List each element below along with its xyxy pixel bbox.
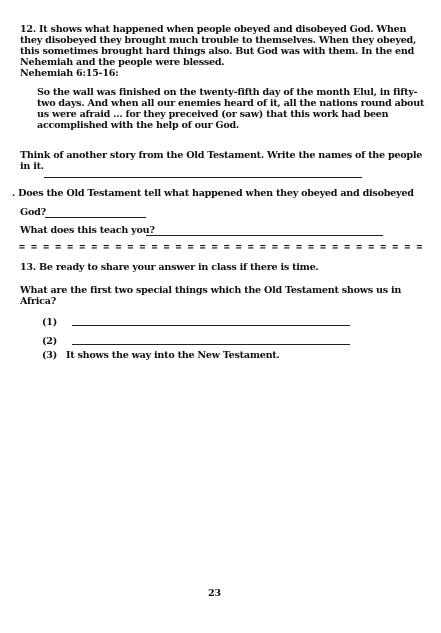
teach-answer-line[interactable] [146, 235, 383, 236]
item-2-number: (2) [42, 336, 58, 347]
section-12-line-4: Nehemiah and the people were blessed. [20, 57, 225, 68]
item-3-number: (3) [42, 350, 58, 361]
quote-line-4: accomplished with the help of our God. [37, 120, 240, 131]
quote-line-1: So the wall was finished on the twenty-fifth day of the month Elul, in fifty- [37, 87, 418, 98]
story-answer-line[interactable] [44, 177, 362, 178]
story-prompt-line-1: Think of another story from the Old Testament. Write the names of the people [20, 150, 423, 161]
item-1-answer-line[interactable] [72, 325, 350, 326]
story-prompt-line-2: in it. [20, 161, 44, 172]
obey-question-line-1: . Does the Old Testament tell what happened when they obeyed and disobeyed [12, 188, 414, 199]
section-13-question-line-1: What are the first two special things which the Old Testament shows us in [20, 285, 402, 296]
item-1-number: (1) [42, 317, 58, 328]
quote-line-3: us were afraid ... for they preceived (or saw) that this work had been [37, 109, 389, 120]
section-12-line-3: this sometimes brought hard things also. But God was with them. In the end [20, 46, 415, 57]
obey-question-line-2: God? [20, 207, 46, 218]
page-number: 23 [208, 588, 221, 599]
quote-line-2: two days. And when all our enemies heard of it, all the nations round about [37, 98, 425, 109]
item-3-text: It shows the way into the New Testament. [66, 350, 280, 361]
item-2-answer-line[interactable] [72, 344, 350, 345]
section-separator: = = = = = = = = = = = = = = = = = = = = = = = = = = = = = = = = = = [19, 242, 423, 253]
section-12-line-2: they disobeyed they brought much trouble to themselves. When they obeyed, [20, 35, 417, 46]
section-12-line-1: 12. It shows what happened when people obeyed and disobeyed God. When [20, 24, 407, 35]
teach-question: What does this teach you? [20, 225, 155, 236]
scripture-reference: Nehemiah 6:15-16: [20, 68, 119, 79]
section-13-heading: 13. Be ready to share your answer in class if there is time. [20, 262, 319, 273]
section-13-question-line-2: Africa? [20, 296, 57, 307]
obey-answer-line[interactable] [45, 217, 146, 218]
